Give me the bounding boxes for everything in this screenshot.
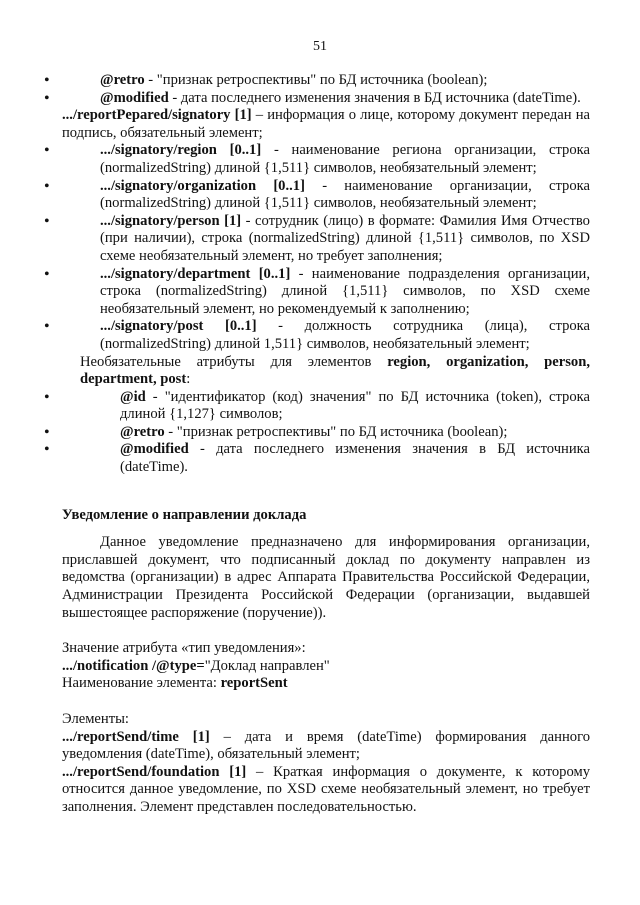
element-term: .../signatory/post [0..1] xyxy=(100,318,257,335)
attribute-term: @retro xyxy=(120,423,165,440)
page-number: 51 xyxy=(313,39,327,54)
list-item xyxy=(62,424,590,442)
list-item xyxy=(62,178,590,213)
colon: : xyxy=(186,371,191,388)
spacer xyxy=(62,477,590,507)
list-item xyxy=(62,213,590,266)
spacer xyxy=(62,524,590,534)
element-text: - наименование региона организации, строка (normalizedString) длиной {1,511} символов, необязательный элемент; xyxy=(100,142,590,176)
element-text: – Краткая информация о документе, к которому относится данное уведомление, по XSD схеме необязательный элемент, но требует заполнения. Элемент представлен последовательностью. xyxy=(62,763,590,815)
optional-attributes-list xyxy=(62,389,590,477)
element-path: .../reportPepared/signatory [1] xyxy=(62,107,252,124)
element-term: .../reportSend/foundation [1] xyxy=(62,763,247,780)
spacer xyxy=(62,693,590,711)
element-text: - наименование организации, строка (normalizedString) длиной {1,511} символов, необязательный элемент; xyxy=(100,177,590,212)
signatory-list xyxy=(62,142,590,353)
element-term: .../signatory/region [0..1] xyxy=(100,142,262,159)
element-term: .../signatory/department [0..1] xyxy=(100,265,291,282)
list-item xyxy=(62,90,590,108)
list-item xyxy=(62,318,590,353)
element-entry xyxy=(62,764,590,817)
list-item xyxy=(62,266,590,319)
attribute-text: - "признак ретроспективы" по БД источника (boolean); xyxy=(164,423,508,440)
list-item xyxy=(62,389,590,424)
section-paragraph: Данное уведомление предназначено для информирования организации, приславшей документ, что подписанный доклад по документу направлен из ведомства (организации) в адрес Аппарата Правительства Российской Федерации, Администрации Президента Российской Федерации (организации, выдавшей вышестоящее распоряжение (поручение)). xyxy=(62,534,590,621)
optional-attributes-intro xyxy=(62,354,590,389)
type-value: "Доклад направлен" xyxy=(204,657,330,674)
section-heading: Уведомление о направлении доклада xyxy=(62,506,307,523)
signatory-paragraph xyxy=(62,107,590,142)
type-path: .../notification /@type= xyxy=(62,657,205,674)
element-text: – дата и время (dateTime) формирования данного уведомления (dateTime), обязательный элемент; xyxy=(62,728,590,763)
element-term: .../signatory/organization [0..1] xyxy=(100,177,305,194)
element-term: .../signatory/person [1] xyxy=(100,212,242,229)
type-label: Значение атрибута «тип уведомления»: xyxy=(62,640,306,657)
attribute-term: @id xyxy=(120,388,146,405)
attribute-text: - "идентификатор (код) значения" по БД источника (token), строка длиной {1,127} символов; xyxy=(120,388,590,423)
element-entry xyxy=(62,729,590,764)
attribute-text: - дата последнего изменения значения в БД источника (dateTime). xyxy=(168,89,581,106)
type-value-line xyxy=(62,658,590,676)
element-names: region, organization, person, department, post xyxy=(80,353,590,388)
element-text: - должность сотрудника (лица), строка (normalizedString) длиной 1,511} символов, необязательный элемент; xyxy=(100,318,591,352)
intro-text: Необязательные атрибуты для элементов xyxy=(80,353,388,370)
list-item xyxy=(62,441,590,476)
attribute-term: @modified xyxy=(100,89,169,106)
name-label: Наименование элемента: xyxy=(62,675,221,692)
attribute-text: - дата последнего изменения значения в БД источника (dateTime). xyxy=(120,441,590,476)
list-item xyxy=(62,72,590,90)
element-text: - наименование подразделения организации, строка (normalizedString) длиной {1,511} символов, по XSD схеме необязательный элемент, но рекомендуемый к заполнению; xyxy=(100,265,590,317)
top-bullet-list xyxy=(62,72,590,107)
element-term: .../reportSend/time [1] xyxy=(62,728,210,745)
spacer xyxy=(62,622,590,640)
attribute-text: - "признак ретроспективы" по БД источника (boolean); xyxy=(144,72,488,88)
page-content xyxy=(62,72,590,817)
elements-label: Элементы: xyxy=(62,711,129,727)
element-description: – информация о лице, которому документ передан на подпись, обязательный элемент; xyxy=(62,107,590,141)
list-item xyxy=(62,142,590,177)
name-value: reportSent xyxy=(220,675,288,692)
element-name-line xyxy=(62,675,590,693)
attribute-term: @modified xyxy=(120,441,189,458)
element-text: - сотрудник (лицо) в формате: Фамилия Имя Отчество (при наличии), строка (normalizedString) длиной {1,511} символов, по XSD схеме необязательный элемент, но требует заполнения; xyxy=(100,212,590,264)
attribute-term: @retro xyxy=(100,72,145,88)
